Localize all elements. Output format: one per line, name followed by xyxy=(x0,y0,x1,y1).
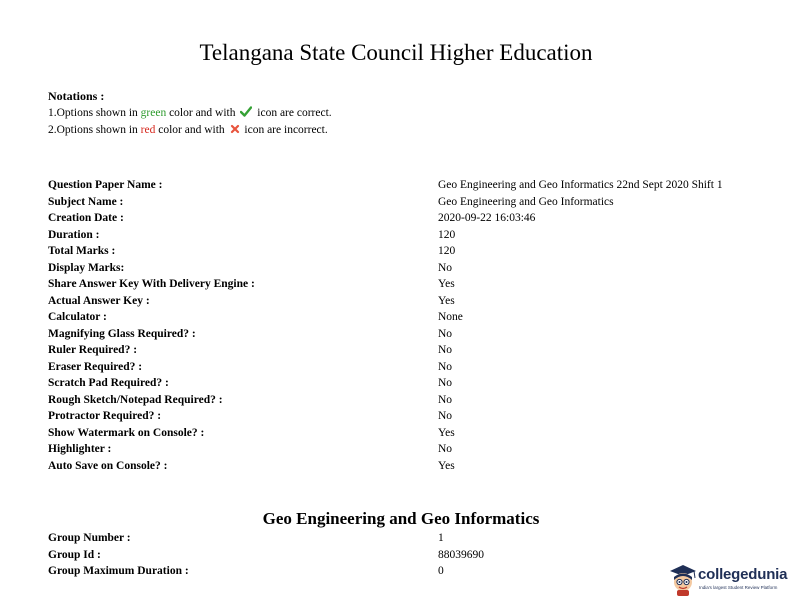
detail-key: Highlighter : xyxy=(48,443,112,455)
notation-text: color and with xyxy=(166,107,239,119)
notation-text: icon are correct. xyxy=(254,107,332,119)
notation-correct xyxy=(48,106,332,120)
detail-key: Group Id : xyxy=(48,548,101,561)
detail-row xyxy=(48,443,768,459)
detail-key: Show Watermark on Console? : xyxy=(48,426,205,439)
detail-value: 120 xyxy=(438,245,456,257)
detail-row xyxy=(48,394,768,410)
red-word: red xyxy=(140,124,156,136)
detail-value: No xyxy=(438,377,453,389)
detail-row xyxy=(48,196,768,212)
detail-value: Yes xyxy=(438,278,455,290)
detail-key: Rough Sketch/Notepad Required? : xyxy=(48,393,223,406)
detail-row xyxy=(48,328,768,344)
detail-value: No xyxy=(438,344,453,356)
page-title: Telangana State Council Higher Education xyxy=(199,40,593,65)
detail-row xyxy=(48,565,768,581)
detail-value: Yes xyxy=(438,459,455,472)
detail-value: 120 xyxy=(438,228,456,241)
logo-tagline: India's largest Student Review Platform xyxy=(699,585,778,590)
detail-key: Subject Name : xyxy=(48,195,124,208)
detail-row xyxy=(48,229,768,245)
detail-row xyxy=(48,311,768,327)
detail-value: 0 xyxy=(438,565,444,577)
detail-row xyxy=(48,361,768,377)
detail-key: Eraser Required? : xyxy=(48,360,143,373)
detail-key: Creation Date : xyxy=(48,212,124,224)
detail-value: No xyxy=(438,261,453,274)
notations-heading: Notations : xyxy=(48,89,105,103)
notation-text: color and with xyxy=(155,124,228,136)
green-word: green xyxy=(140,107,167,119)
detail-value: No xyxy=(438,327,453,340)
detail-row xyxy=(48,179,768,195)
detail-value: No xyxy=(438,393,453,406)
detail-value: No xyxy=(438,443,453,455)
detail-row xyxy=(48,278,768,294)
detail-key: Group Number : xyxy=(48,532,131,544)
detail-row xyxy=(48,460,768,476)
detail-value: 88039690 xyxy=(438,548,484,561)
detail-key: Group Maximum Duration : xyxy=(48,565,189,577)
detail-value: 1 xyxy=(438,532,444,544)
detail-key: Auto Save on Console? : xyxy=(48,459,168,472)
detail-key: Total Marks : xyxy=(48,245,116,257)
notation-text: icon are incorrect. xyxy=(241,124,328,136)
mascot-icon xyxy=(668,563,698,597)
detail-key: Actual Answer Key : xyxy=(48,294,150,307)
notation-incorrect xyxy=(48,124,328,137)
detail-row xyxy=(48,377,768,393)
detail-key: Magnifying Glass Required? : xyxy=(48,327,196,340)
detail-key: Duration : xyxy=(48,228,100,241)
detail-value: 2020-09-22 16:03:46 xyxy=(438,212,536,224)
detail-row xyxy=(48,295,768,311)
detail-row xyxy=(48,344,768,360)
detail-value: No xyxy=(438,360,453,373)
detail-key: Calculator : xyxy=(48,311,107,323)
detail-row xyxy=(48,549,768,565)
notation-text: 2.Options shown in xyxy=(48,124,141,136)
detail-value: None xyxy=(438,311,463,323)
detail-row xyxy=(48,410,768,426)
detail-key: Scratch Pad Required? : xyxy=(48,377,169,389)
detail-key: Question Paper Name : xyxy=(48,179,163,191)
detail-value: Yes xyxy=(438,426,455,439)
notation-text: 1.Options shown in xyxy=(48,107,141,119)
detail-key: Ruler Required? : xyxy=(48,344,138,356)
detail-row xyxy=(48,245,768,261)
detail-row xyxy=(48,212,768,228)
collegedunia-logo xyxy=(668,563,786,599)
detail-value: Geo Engineering and Geo Informatics xyxy=(438,195,614,208)
detail-key: Share Answer Key With Delivery Engine : xyxy=(48,278,255,290)
detail-value: No xyxy=(438,410,453,422)
logo-text: collegedunia xyxy=(698,566,788,583)
detail-value: Yes xyxy=(438,294,455,307)
detail-key: Display Marks: xyxy=(48,261,125,274)
check-icon xyxy=(240,106,252,120)
detail-row xyxy=(48,427,768,443)
detail-value: Geo Engineering and Geo Informatics 22nd Sept 2020 Shift 1 xyxy=(438,179,723,191)
cross-icon xyxy=(230,124,240,137)
detail-row xyxy=(48,262,768,278)
detail-key: Protractor Required? : xyxy=(48,410,162,422)
detail-row xyxy=(48,532,768,548)
section-title: Geo Engineering and Geo Informatics xyxy=(262,509,540,528)
